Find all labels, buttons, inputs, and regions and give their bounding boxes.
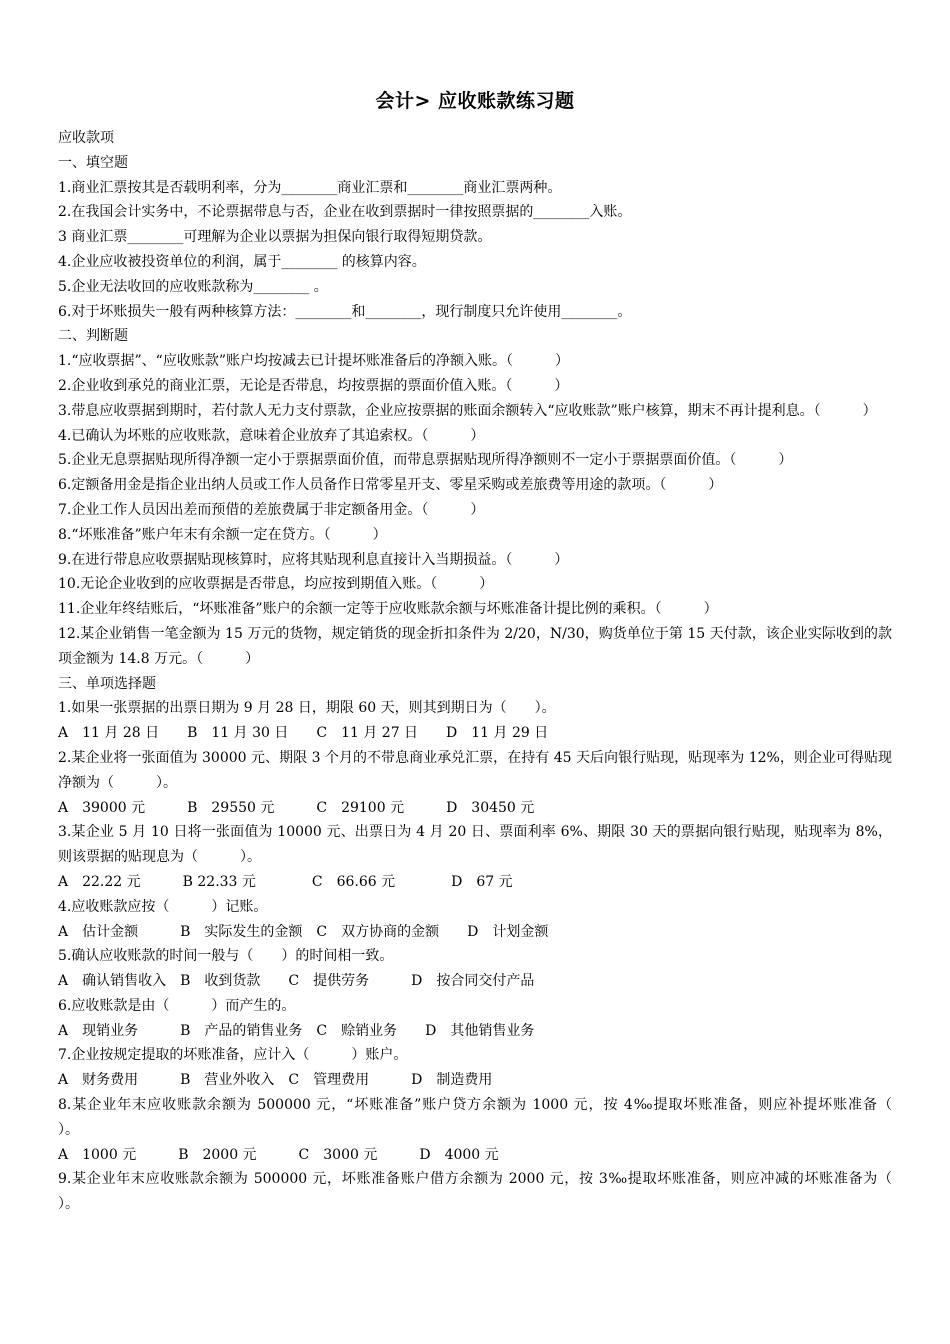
choice-options: A 财务费用 B 营业外收入 C 管理费用 D 制造费用	[58, 1072, 493, 1089]
section-heading-receivables: 应收款项	[58, 130, 114, 146]
true-false-question: 4.已确认为坏账的应收账款，意味着企业放弃了其追索权。（ ）	[58, 427, 485, 444]
true-false-question: 1.“应收票据”、“应收账款”账户均按减去已计提坏账准备后的净额入账。（ ）	[58, 353, 569, 370]
choice-question: 9.某企业年末应收账款余额为 500000 元，坏账准备账户借方余额为 2000 元，按 3‰提取坏账准备，则应冲减的坏账准备为（ ）。	[58, 1171, 934, 1213]
choice-options: A 1000 元 B 2000 元 C 3000 元 D 4000 元	[58, 1146, 499, 1163]
choice-options: A 现销业务 B 产品的销售业务 C 赊销业务 D 其他销售业务	[58, 1022, 535, 1039]
choice-question: 1.如果一张票据的出票日期为 9 月 28 日，期限 60 天，则其到期日为（ ）。	[58, 700, 556, 717]
choice-question: 3.某企业 5 月 10 日将一张面值为 10000 元、出票日为 4 月 20 日、票面利率 6%、期限 30 天的票据向银行贴现，贴现率为 8%，则该票据的贴现息为（ ）。	[58, 824, 892, 866]
document-title: 会计> 应收账款练习题	[375, 90, 575, 112]
section-heading-fill-in: 一、填空题	[58, 154, 128, 171]
choice-options: A 39000 元 B 29550 元 C 29100 元 D 30450 元	[58, 799, 535, 816]
fill-in-question: 3 商业汇票________可理解为企业以票据为担保向银行取得短期贷款。	[58, 229, 492, 246]
choice-question: 4.应收账款应按（ ）记账。	[58, 898, 268, 915]
choice-options: A 确认销售收入 B 收到货款 C 提供劳务 D 按合同交付产品	[58, 973, 535, 990]
choice-options: A 11 月 28 日 B 11 月 30 日 C 11 月 27 日 D 11 月 29 日	[58, 725, 549, 742]
true-false-question: 7.企业工作人员因出差而预借的差旅费属于非定额备用金。（ ）	[58, 501, 485, 518]
fill-in-question: 2.在我国会计实务中，不论票据带息与否，企业在收到票据时一律按照票据的________入账。	[58, 204, 632, 221]
choice-question: 6.应收账款是由（ ）而产生的。	[58, 997, 296, 1014]
fill-in-question: 5.企业无法收回的应收账款称为________ 。	[58, 278, 328, 295]
choice-question: 7.企业按规定提取的坏账准备，应计入（ ）账户。	[58, 1047, 408, 1064]
fill-in-question: 1.商业汇票按其是否载明利率，分为________商业汇票和________商业汇票两种。	[58, 179, 562, 196]
section-heading-single-choice: 三、单项选择题	[58, 675, 156, 692]
true-false-question: 3.带息应收票据到期时，若付款人无力支付票款，企业应按票据的账面余额转入“应收账款”账户核算，期末不再计提利息。（ ）	[58, 402, 877, 419]
choice-question: 8.某企业年末应收账款余额为 500000 元，“坏账准备”账户贷方余额为 1000 元，按 4‰提取坏账准备，则应补提坏账准备（ ）。	[58, 1097, 934, 1138]
true-false-question: 12.某企业销售一笔金额为 15 万元的货物，规定销货的现金折扣条件为 2/20，N/30，购货单位于第 15 天付款，该企业实际收到的款项金额为 14.8 万元。（ ）	[58, 625, 892, 667]
true-false-question: 2.企业收到承兑的商业汇票，无论是否带息，均按票据的票面价值入账。（ ）	[58, 377, 569, 394]
true-false-question: 8.“坏账准备”账户年末有余额一定在贷方。（ ）	[58, 526, 387, 543]
choice-question: 2.某企业将一张面值为 30000 元、期限 3 个月的不带息商业承兑汇票，在持有 45 天后向银行贴现，贴现率为 12%，则企业可得贴现净额为（ ）。	[58, 749, 892, 791]
true-false-question: 9.在进行带息应收票据贴现核算时，应将其贴现利息直接计入当期损益。（ ）	[58, 551, 569, 568]
true-false-question: 11.企业年终结账后，“坏账准备”账户的余额一定等于应收账款余额与坏账准备计提比例的乘积。（ ）	[58, 601, 718, 618]
true-false-question: 5.企业无息票据贴现所得净额一定小于票据票面价值，而带息票据贴现所得净额则不一定小于票据票面价值。（ ）	[58, 452, 793, 469]
true-false-question: 10.无论企业收到的应收票据是否带息，均应按到期值入账。（ ）	[58, 576, 494, 593]
true-false-question: 6.定额备用金是指企业出纳人员或工作人员备作日常零星开支、零星采购或差旅费等用途的款项。（ ）	[58, 477, 723, 494]
choice-options: A 22.22 元 B 22.33 元 C 66.66 元 D 67 元	[58, 873, 513, 890]
fill-in-question: 6.对于坏账损失一般有两种核算方法：________和________，现行制度只允许使用________。	[58, 303, 632, 320]
document-body	[58, 126, 934, 1217]
fill-in-question: 4.企业应收被投资单位的利润，属于________ 的核算内容。	[58, 253, 426, 270]
section-heading-true-false: 二、判断题	[58, 328, 128, 345]
choice-question: 5.确认应收账款的时间一般与（ ）的时间相一致。	[58, 948, 394, 965]
choice-options: A 估计金额 B 实际发生的金额 C 双方协商的金额 D 计划金额	[58, 923, 549, 940]
